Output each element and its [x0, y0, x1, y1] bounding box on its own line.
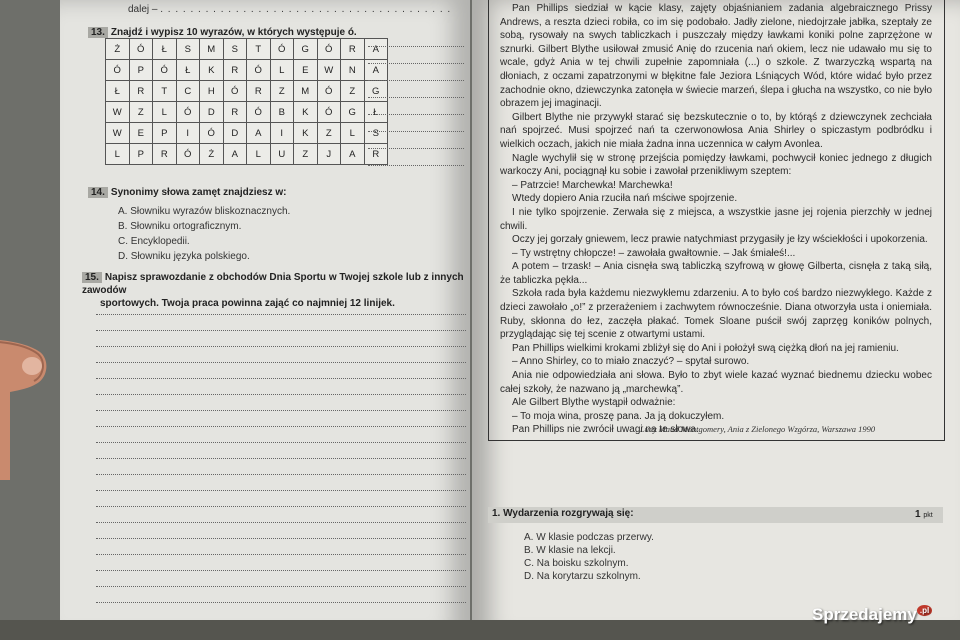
writing-line: [96, 394, 466, 395]
watermark-logo: Sprzedajemy $^{.pl}$: [812, 605, 932, 625]
grid-cell: A: [364, 39, 388, 60]
writing-line: [96, 490, 466, 491]
grid-cell: Ł: [176, 60, 200, 81]
grid-cell: A: [247, 123, 271, 144]
writing-line: [96, 458, 466, 459]
reading-paragraph: I nie tylko spojrzenie. Zerwała się z miejsca, a wszystkie jasne jej rojenia pierzchły w jednej chwili.: [500, 206, 932, 232]
grid-cell: K: [200, 60, 224, 81]
grid-cell: Z: [317, 123, 341, 144]
grid-cell: T: [247, 39, 271, 60]
writing-line: [96, 346, 466, 347]
writing-line: [96, 506, 466, 507]
grid-cell: Ó: [247, 60, 271, 81]
grid-cell: Z: [341, 81, 365, 102]
grid-row: [106, 60, 388, 81]
grid-cell: R: [223, 102, 247, 123]
hand-image: [0, 300, 80, 480]
grid-cell: E: [129, 123, 153, 144]
grid-cell: Z: [129, 102, 153, 123]
grid-cell: Ó: [176, 102, 200, 123]
grid-cell: U: [270, 144, 294, 165]
reading-paragraph: Szkoła rada była każdemu niezwykłemu zdarzeniu. A to było coś bardzo niezwykłego. Każde z dzieci zawołało „o!” z przerażeniem i zachwytem równocześnie. Diana otworzyła usta i oniemiała. Ruby, skłonna do łez, zaczęła płakać. Tomek Sloane puścił swój zaprzęg koników polnych, przyglądając się tej scenie z otwartymi ustami.: [500, 288, 932, 341]
grid-cell: Ó: [176, 144, 200, 165]
grid-cell: R: [341, 39, 365, 60]
grid-cell: L: [153, 102, 177, 123]
grid-cell: Ó: [200, 123, 224, 144]
grid-row: [106, 123, 388, 144]
grid-cell: A: [341, 144, 365, 165]
grid-cell: Ł: [106, 81, 130, 102]
writing-line: [96, 570, 466, 571]
grid-cell: Ó: [317, 39, 341, 60]
q14-option-c: C. Encyklopedii.: [118, 236, 190, 247]
grid-cell: P: [129, 144, 153, 165]
grid-cell: Z: [270, 81, 294, 102]
grid-cell: Ł: [153, 39, 177, 60]
grid-cell: R: [364, 144, 388, 165]
grid-cell: K: [294, 123, 318, 144]
reading-paragraph: Gilbert Blythe nie przywykł starać się bezskutecznie o to, by którąś z dziewczynek zechciała nań spojrzeć. Musi spojrzeć nań ta czerwonowłosa Ania Shirley o spiczastym podbródku i wielkich oczach, jakich nie miała żadna inna uczennica w całym Avonlea.: [500, 111, 932, 150]
grid-row: [106, 144, 388, 165]
grid-cell: T: [153, 81, 177, 102]
grid-cell: E: [294, 60, 318, 81]
reading-paragraph: – Ty wstrętny chłopcze! – zawołała gwałtownie. – Jak śmiałeś!...: [512, 247, 796, 259]
grid-cell: Ó: [270, 39, 294, 60]
grid-cell: L: [106, 144, 130, 165]
grid-cell: S: [223, 39, 247, 60]
reading-text: [500, 2, 932, 437]
grid-cell: Ó: [129, 39, 153, 60]
reading-paragraph: – To moja wina, proszę pana. Ja ją dokuczyłem.: [512, 410, 725, 422]
grid-cell: R: [223, 60, 247, 81]
grid-cell: S: [364, 123, 388, 144]
grid-cell: L: [341, 123, 365, 144]
continued-line: dalej – . . . . . . . . . . . . . . . . . . . . . . . . . . . . . . . . . . . . . . .: [128, 4, 452, 15]
grid-cell: D: [223, 123, 247, 144]
q1-option-b: B. W klasie na lekcji.: [524, 545, 616, 556]
grid-cell: C: [176, 81, 200, 102]
q1-option-d: D. Na korytarzu szkolnym.: [524, 571, 641, 582]
question-13: [88, 27, 357, 38]
q14-option-a: A. Słowniku wyrazów bliskoznacznych.: [118, 206, 291, 217]
writing-line: [96, 314, 466, 315]
grid-cell: I: [176, 123, 200, 144]
writing-line: [96, 586, 466, 587]
writing-line: [96, 538, 466, 539]
grid-cell: Ó: [153, 60, 177, 81]
grid-cell: B: [270, 102, 294, 123]
grid-cell: J: [317, 144, 341, 165]
grid-cell: Z: [294, 144, 318, 165]
q1-option-c: C. Na boisku szkolnym.: [524, 558, 629, 569]
reading-paragraph: – Patrzcie! Marchewka! Marchewka!: [512, 179, 673, 191]
grid-cell: Ż: [106, 39, 130, 60]
question-text: Synonimy słowa zamęt znajdziesz w:: [110, 187, 287, 198]
grid-cell: L: [247, 144, 271, 165]
question-1: 1. Wydarzenia rozgrywają się:: [492, 508, 634, 519]
grid-row: [106, 102, 388, 123]
reading-paragraph: Pan Phillips wielkimi krokami zbliżył się do Ani i położył swą ciężką dłoń na jej ramieniu.: [512, 342, 899, 354]
reading-paragraph: Ale Gilbert Blythe wystąpił odważnie:: [512, 397, 676, 409]
points-badge: 1 pkt: [915, 509, 933, 520]
grid-cell: L: [270, 60, 294, 81]
grid-cell: Ó: [317, 81, 341, 102]
q14-option-d: D. Słowniku języka polskiego.: [118, 251, 250, 262]
question-14: [88, 187, 287, 198]
grid-cell: G: [294, 39, 318, 60]
grid-cell: M: [294, 81, 318, 102]
grid-cell: Ł: [364, 102, 388, 123]
grid-cell: S: [176, 39, 200, 60]
grid-cell: A: [223, 144, 247, 165]
grid-row: [106, 39, 388, 60]
grid-cell: G: [341, 102, 365, 123]
writing-line: [96, 554, 466, 555]
grid-cell: K: [294, 102, 318, 123]
reading-paragraph: Pan Phillips siedział w kącie klasy, zajęty objaśnianiem zadania algebraicznego Prissy Andrews, a reszta dzieci robiła, co im się podobało. Jadły zielone, niedojrzałe jabłka, szeptały ze sobą, rysowały na swych tabliczkach i puszczały między ławkami koniki polne zaprzężone w sznurki. Gilbert Blythe usiłował zmusić Anię do rzucenia nań okiem, lecz nie udawało mu się to wcale, gdyż Ania w tej chwili zupełnie zapomniała (...) o szkole. Z twarzyczką wspartą na dłoniach, z oczami zapatrzonymi w błękitne fale Jeziora Lśniących Wód, które widać było przez zachodnie okno, dziewczynka zatonęła w świecie marzeń, ślepa i głucha na wszystko, co nie było obrazem jej imaginacji.: [500, 3, 932, 110]
grid-cell: M: [200, 39, 224, 60]
grid-cell: N: [341, 60, 365, 81]
grid-cell: Ż: [200, 144, 224, 165]
reading-paragraph: A potem – trzask! – Ania cisnęła swą tabliczką szyfrową w głowę Gilberta, cisnęła z taką siłą, że tabliczka pękła...: [500, 261, 932, 286]
grid-cell: Ó: [317, 102, 341, 123]
grid-cell: A: [364, 60, 388, 81]
writing-line: [96, 362, 466, 363]
grid-cell: R: [247, 81, 271, 102]
grid-cell: R: [129, 81, 153, 102]
writing-line: [96, 474, 466, 475]
question-number: 13.: [88, 27, 108, 38]
reading-paragraph: Nagle wychylił się w stronę przejścia pomiędzy ławkami, pochwycił koniec jednego z długich warkoczy Ani, pociągnął ku sobie i zawołał przenikliwym szeptem:: [500, 152, 932, 178]
writing-line: [96, 378, 466, 379]
grid-cell: G: [364, 81, 388, 102]
writing-line: [96, 442, 466, 443]
question-number: 15.: [82, 272, 102, 283]
writing-line: [96, 602, 466, 603]
grid-cell: I: [270, 123, 294, 144]
writing-line: [96, 522, 466, 523]
grid-cell: W: [317, 60, 341, 81]
grid-cell: W: [106, 102, 130, 123]
grid-cell: P: [129, 60, 153, 81]
grid-cell: Ó: [223, 81, 247, 102]
grid-cell: W: [106, 123, 130, 144]
question-number: 14.: [88, 187, 108, 198]
grid-row: [106, 81, 388, 102]
word-search-grid: [105, 38, 388, 165]
grid-cell: R: [153, 144, 177, 165]
writing-line: [96, 330, 466, 331]
q14-option-b: B. Słowniku ortograficznym.: [118, 221, 242, 232]
grid-cell: D: [200, 102, 224, 123]
reading-paragraph: Oczy jej gorzały gniewem, lecz prawie natychmiast przygasiły je łzy wściekłości i upokorzenia.: [512, 234, 928, 246]
writing-line: [96, 426, 466, 427]
question-15: 15. Napisz sprawozdanie z obchodów Dnia Sportu w Twojej szkole lub z innych zawodów sportowych. Twoja praca powinna zająć co najmniej 12 linijek.: [82, 272, 464, 309]
grid-cell: Ó: [247, 102, 271, 123]
writing-line: [96, 410, 466, 411]
question-text: Znajdź i wypisz 10 wyrazów, w których występuje ó.: [110, 27, 357, 38]
reading-paragraph: Pan Phillips nie zwrócił uwagi na te słowa.: [512, 424, 699, 436]
reading-paragraph: Ania nie odpowiedziała ani słowa. Było to zbyt wiele kazać wyznać biednemu dziecku wobec całej szkoły, że nazwano ją „marchewką”.: [500, 370, 932, 395]
reading-paragraph: – Anno Shirley, co to miało znaczyć? – spytał surowo.: [512, 356, 750, 368]
source-caption: Lucy Maud Montgomery, Ania z Zielonego Wzgórza, Warszawa 1990: [640, 424, 876, 434]
grid-cell: Ó: [106, 60, 130, 81]
grid-cell: P: [153, 123, 177, 144]
reading-paragraph: Wtedy dopiero Ania rzuciła nań mściwe spojrzenie.: [512, 193, 738, 205]
grid-cell: H: [200, 81, 224, 102]
q1-option-a: A. W klasie podczas przerwy.: [524, 532, 654, 543]
